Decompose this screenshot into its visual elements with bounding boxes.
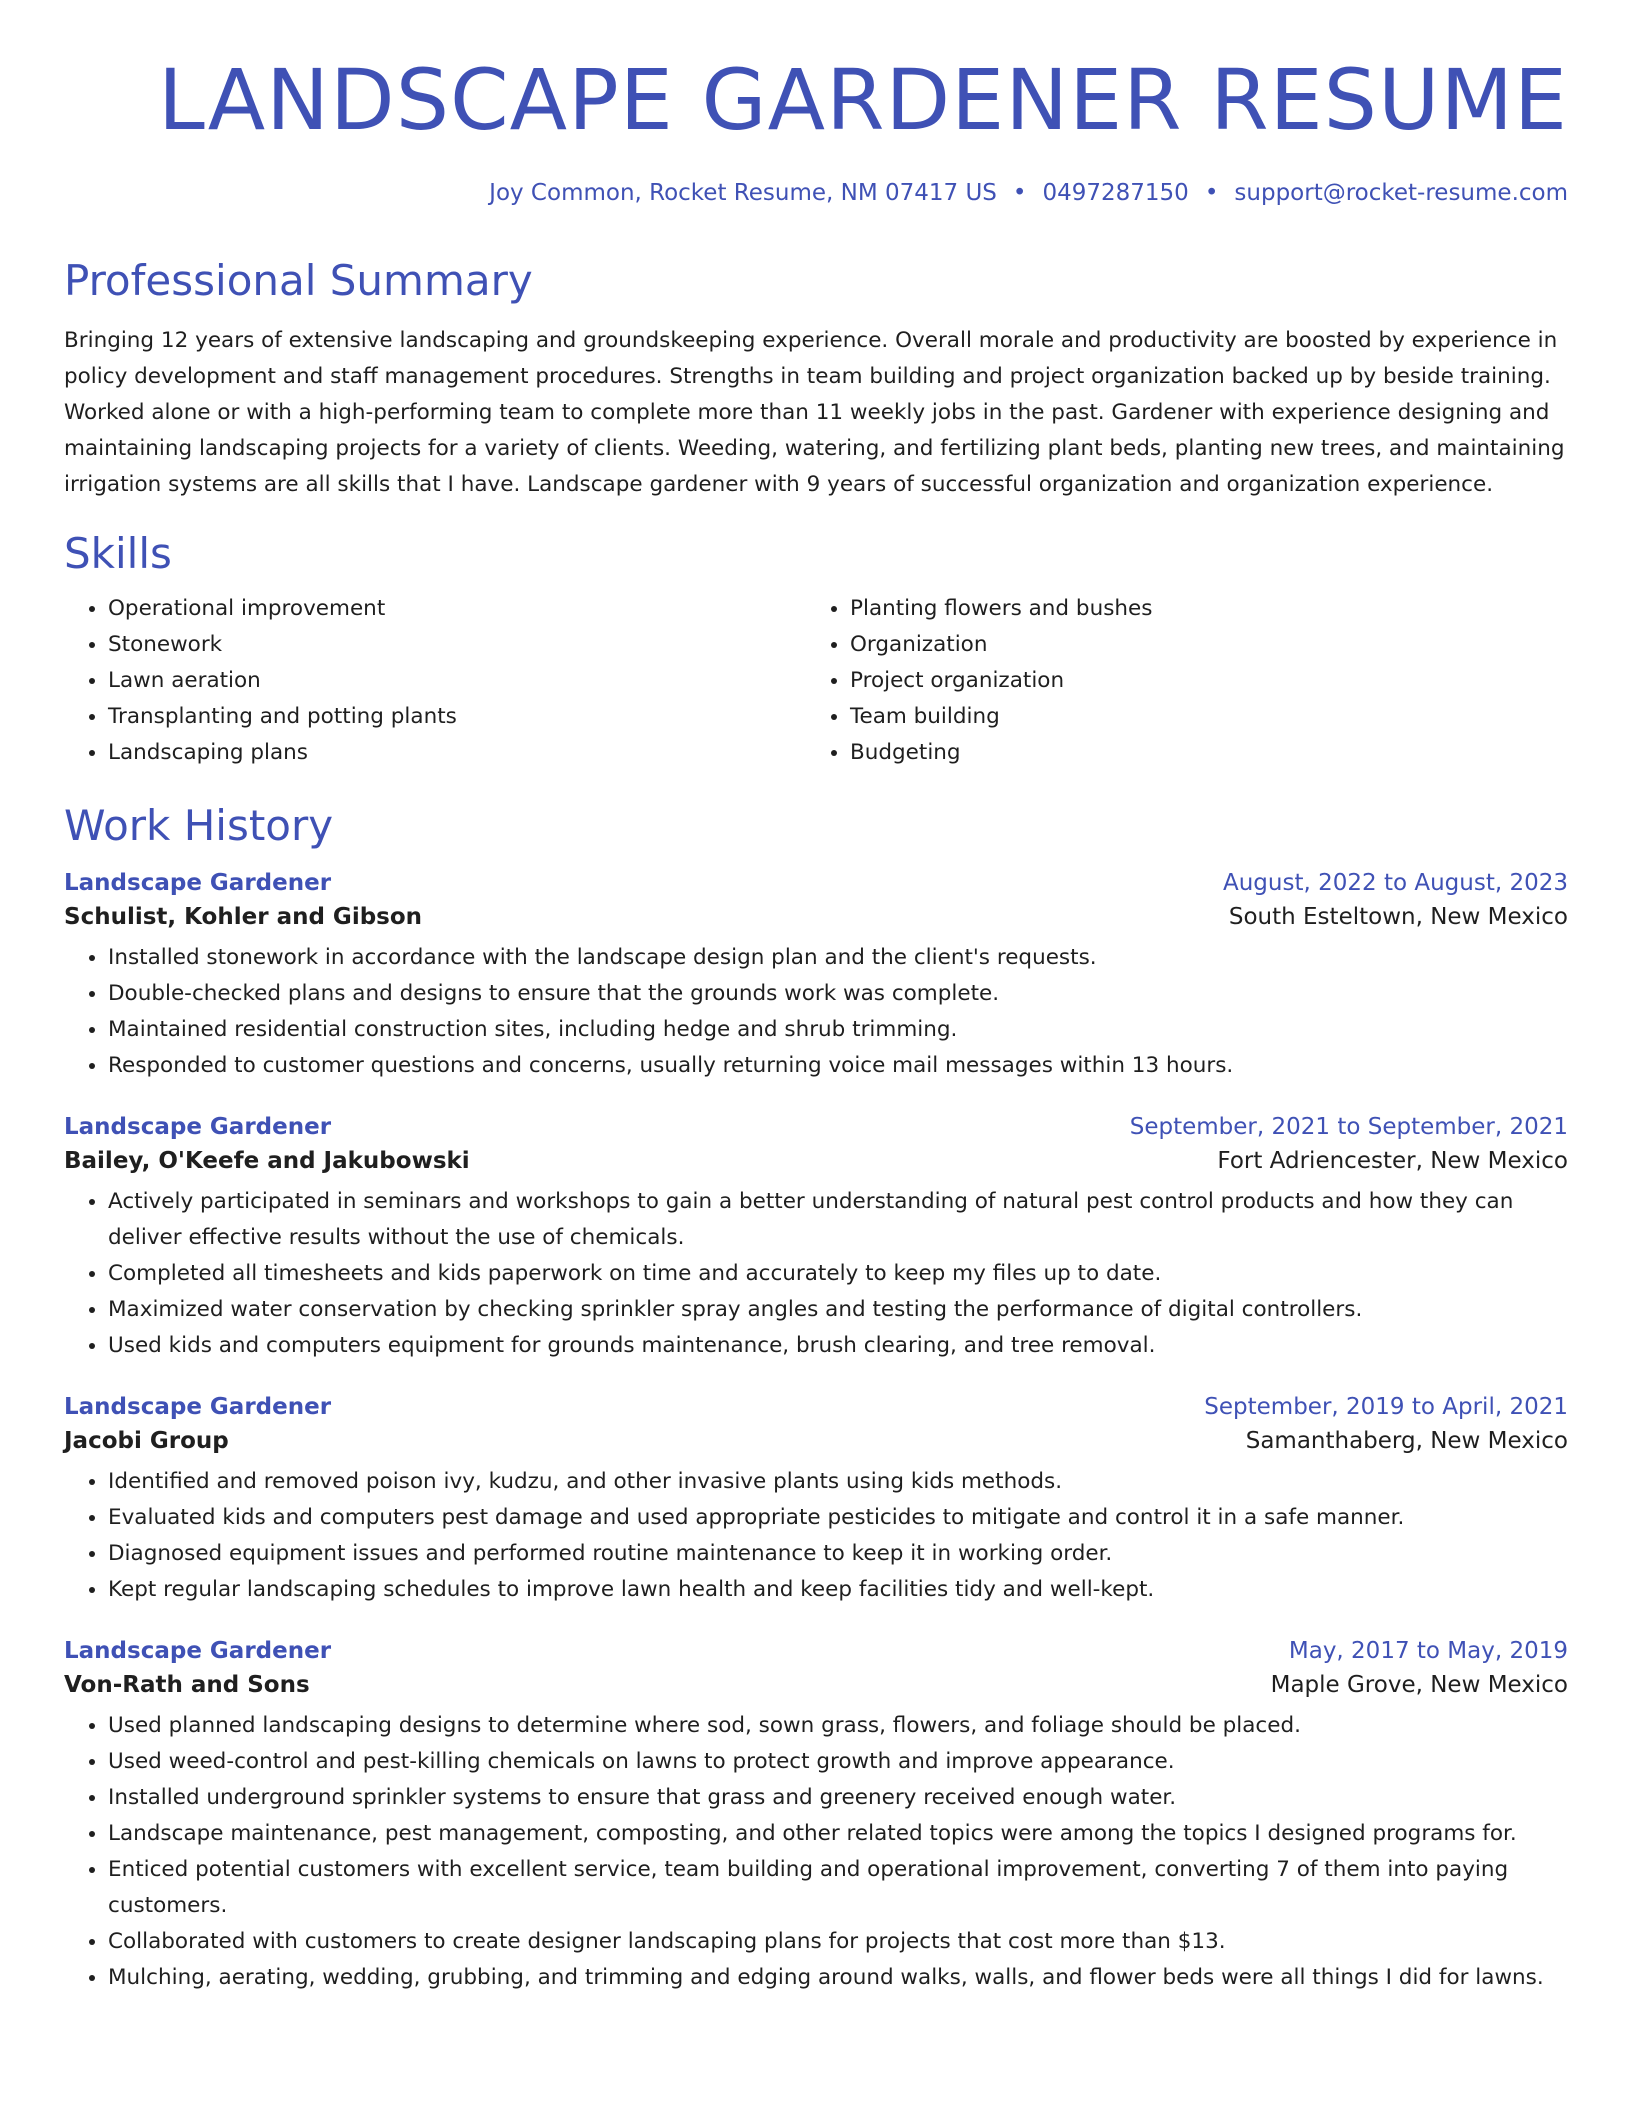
job-bullet: • Maintained residential construction sites, including hedge and shrub trimming.: [108, 1012, 1568, 1048]
summary-text: Bringing 12 years of extensive landscaping and groundskeeping experience. Overall morale and productivity are boosted by experience in policy development and staff management procedures. Strengths in team building and project organization backed up by beside training. Worked alone or with a high-performing team to complete more than 11 weekly jobs in the past. Gardener with experience designing and maintaining landscaping projects for a variety of clients. Weeding, watering, and fertilizing plant beds, planting new trees, and maintaining irrigation systems are all skills that I have. Landscape gardener with 9 years of successful organization and organization experience.: [64, 327, 1565, 497]
job-bullet: • Mulching, aerating, wedding, grubbing, and trimming and edging around walks, walls, and flower beds were all things I did for lawns.: [108, 1960, 1568, 1996]
job-company-row: [64, 1148, 1568, 1174]
job-title: Landscape Gardener: [64, 1393, 332, 1420]
job-dates: August, 2022 to August, 2023: [1223, 869, 1568, 896]
job-bullets: [64, 1464, 1568, 1608]
job-entry: [64, 1638, 1568, 1996]
summary-section: [64, 256, 1568, 502]
job-company: Bailey, O'Keefe and Jakubowski: [64, 1147, 470, 1174]
job-location: Fort Adriencester, New Mexico: [1217, 1147, 1568, 1174]
job-company: Jacobi Group: [64, 1427, 229, 1454]
skill-item: • Lawn aeration: [108, 663, 806, 699]
job-company: Von-Rath and Sons: [64, 1671, 310, 1698]
job-bullet: • Used planned landscaping designs to determine where sod, sown grass, flowers, and foliage should be placed.: [108, 1708, 1568, 1744]
skill-item: • Operational improvement: [108, 591, 806, 627]
job-title-row: [64, 1394, 1568, 1420]
job-title: Landscape Gardener: [64, 1113, 332, 1140]
contact-address: Joy Common, Rocket Resume, NM 07417 US: [489, 179, 997, 206]
job-dates: May, 2017 to May, 2019: [1288, 1637, 1568, 1664]
job-entry: [64, 870, 1568, 1084]
contact-line: [64, 179, 1568, 209]
job-bullet: • Evaluated kids and computers pest damage and used appropriate pesticides to mitigate and control it in a safe manner.: [108, 1500, 1568, 1536]
job-bullet: • Diagnosed equipment issues and performed routine maintenance to keep it in working order.: [108, 1536, 1568, 1572]
job-bullets: [64, 940, 1568, 1084]
job-title-row: [64, 1114, 1568, 1140]
job-company-row: [64, 1672, 1568, 1698]
job-title: Landscape Gardener: [64, 869, 332, 896]
resume-title: LANDSCAPE GARDENER RESUME: [157, 51, 1568, 149]
skill-item: • Transplanting and potting plants: [108, 699, 806, 735]
summary-heading: Professional Summary: [64, 256, 533, 306]
job-bullet: • Responded to customer questions and concerns, usually returning voice mail messages within 13 hours.: [108, 1048, 1568, 1084]
skills-right-column: [806, 591, 1548, 771]
skills-left-column: [64, 591, 806, 771]
contact-separator: •: [1204, 179, 1219, 206]
skill-item: • Stonework: [108, 627, 806, 663]
job-company-row: [64, 904, 1568, 930]
job-bullet: • Used kids and computers equipment for grounds maintenance, brush clearing, and tree removal.: [108, 1328, 1568, 1364]
job-location: South Esteltown, New Mexico: [1228, 903, 1568, 930]
work-history-section: [64, 801, 1568, 1995]
skills-columns: [64, 591, 1568, 771]
skill-item: • Budgeting: [850, 735, 1548, 771]
job-bullet: • Maximized water conservation by checking sprinkler spray angles and testing the performance of digital controllers.: [108, 1292, 1568, 1328]
contact-separator: •: [1012, 179, 1027, 206]
job-title: Landscape Gardener: [64, 1637, 332, 1664]
job-bullet: • Installed underground sprinkler systems to ensure that grass and greenery received enough water.: [108, 1780, 1568, 1816]
job-bullet: • Installed stonework in accordance with the landscape design plan and the client's requests.: [108, 940, 1568, 976]
job-bullet: • Enticed potential customers with excellent service, team building and operational improvement, converting 7 of them into paying customers.: [108, 1852, 1568, 1924]
job-dates: September, 2019 to April, 2021: [1204, 1393, 1568, 1420]
skill-item: • Team building: [850, 699, 1548, 735]
contact-email[interactable]: support@rocket-resume.com: [1234, 179, 1568, 206]
job-bullet: • Landscape maintenance, pest management, composting, and other related topics were among the topics I designed programs for.: [108, 1816, 1568, 1852]
job-entry: [64, 1394, 1568, 1608]
skill-item: • Landscaping plans: [108, 735, 806, 771]
job-bullet: • Identified and removed poison ivy, kudzu, and other invasive plants using kids methods.: [108, 1464, 1568, 1500]
job-bullet: • Actively participated in seminars and workshops to gain a better understanding of natural pest control products and how they can deliver effective results without the use of chemicals.: [108, 1184, 1568, 1256]
job-bullet: • Collaborated with customers to create designer landscaping plans for projects that cost more than $13.: [108, 1924, 1568, 1960]
job-company: Schulist, Kohler and Gibson: [64, 903, 423, 930]
job-bullet: • Kept regular landscaping schedules to improve lawn health and keep facilities tidy and well-kept.: [108, 1572, 1568, 1608]
job-location: Samanthaberg, New Mexico: [1245, 1427, 1568, 1454]
job-bullets: [64, 1708, 1568, 1996]
skill-item: • Organization: [850, 627, 1548, 663]
work-history-heading: Work History: [64, 801, 334, 851]
job-bullet: • Completed all timesheets and kids paperwork on time and accurately to keep my files up to date.: [108, 1256, 1568, 1292]
job-bullet: • Double-checked plans and designs to ensure that the grounds work was complete.: [108, 976, 1568, 1012]
skills-section: [64, 529, 1568, 771]
job-bullet: • Used weed-control and pest-killing chemicals on lawns to protect growth and improve appearance.: [108, 1744, 1568, 1780]
skill-item: • Planting flowers and bushes: [850, 591, 1548, 627]
job-title-row: [64, 870, 1568, 896]
job-dates: September, 2021 to September, 2021: [1129, 1113, 1568, 1140]
job-bullets: [64, 1184, 1568, 1364]
skills-heading: Skills: [64, 528, 172, 578]
job-location: Maple Grove, New Mexico: [1270, 1671, 1568, 1698]
job-company-row: [64, 1428, 1568, 1454]
resume-header: [64, 52, 1568, 208]
contact-phone: 0497287150: [1042, 179, 1189, 206]
job-entry: [64, 1114, 1568, 1364]
skill-item: • Project organization: [850, 663, 1548, 699]
job-title-row: [64, 1638, 1568, 1664]
